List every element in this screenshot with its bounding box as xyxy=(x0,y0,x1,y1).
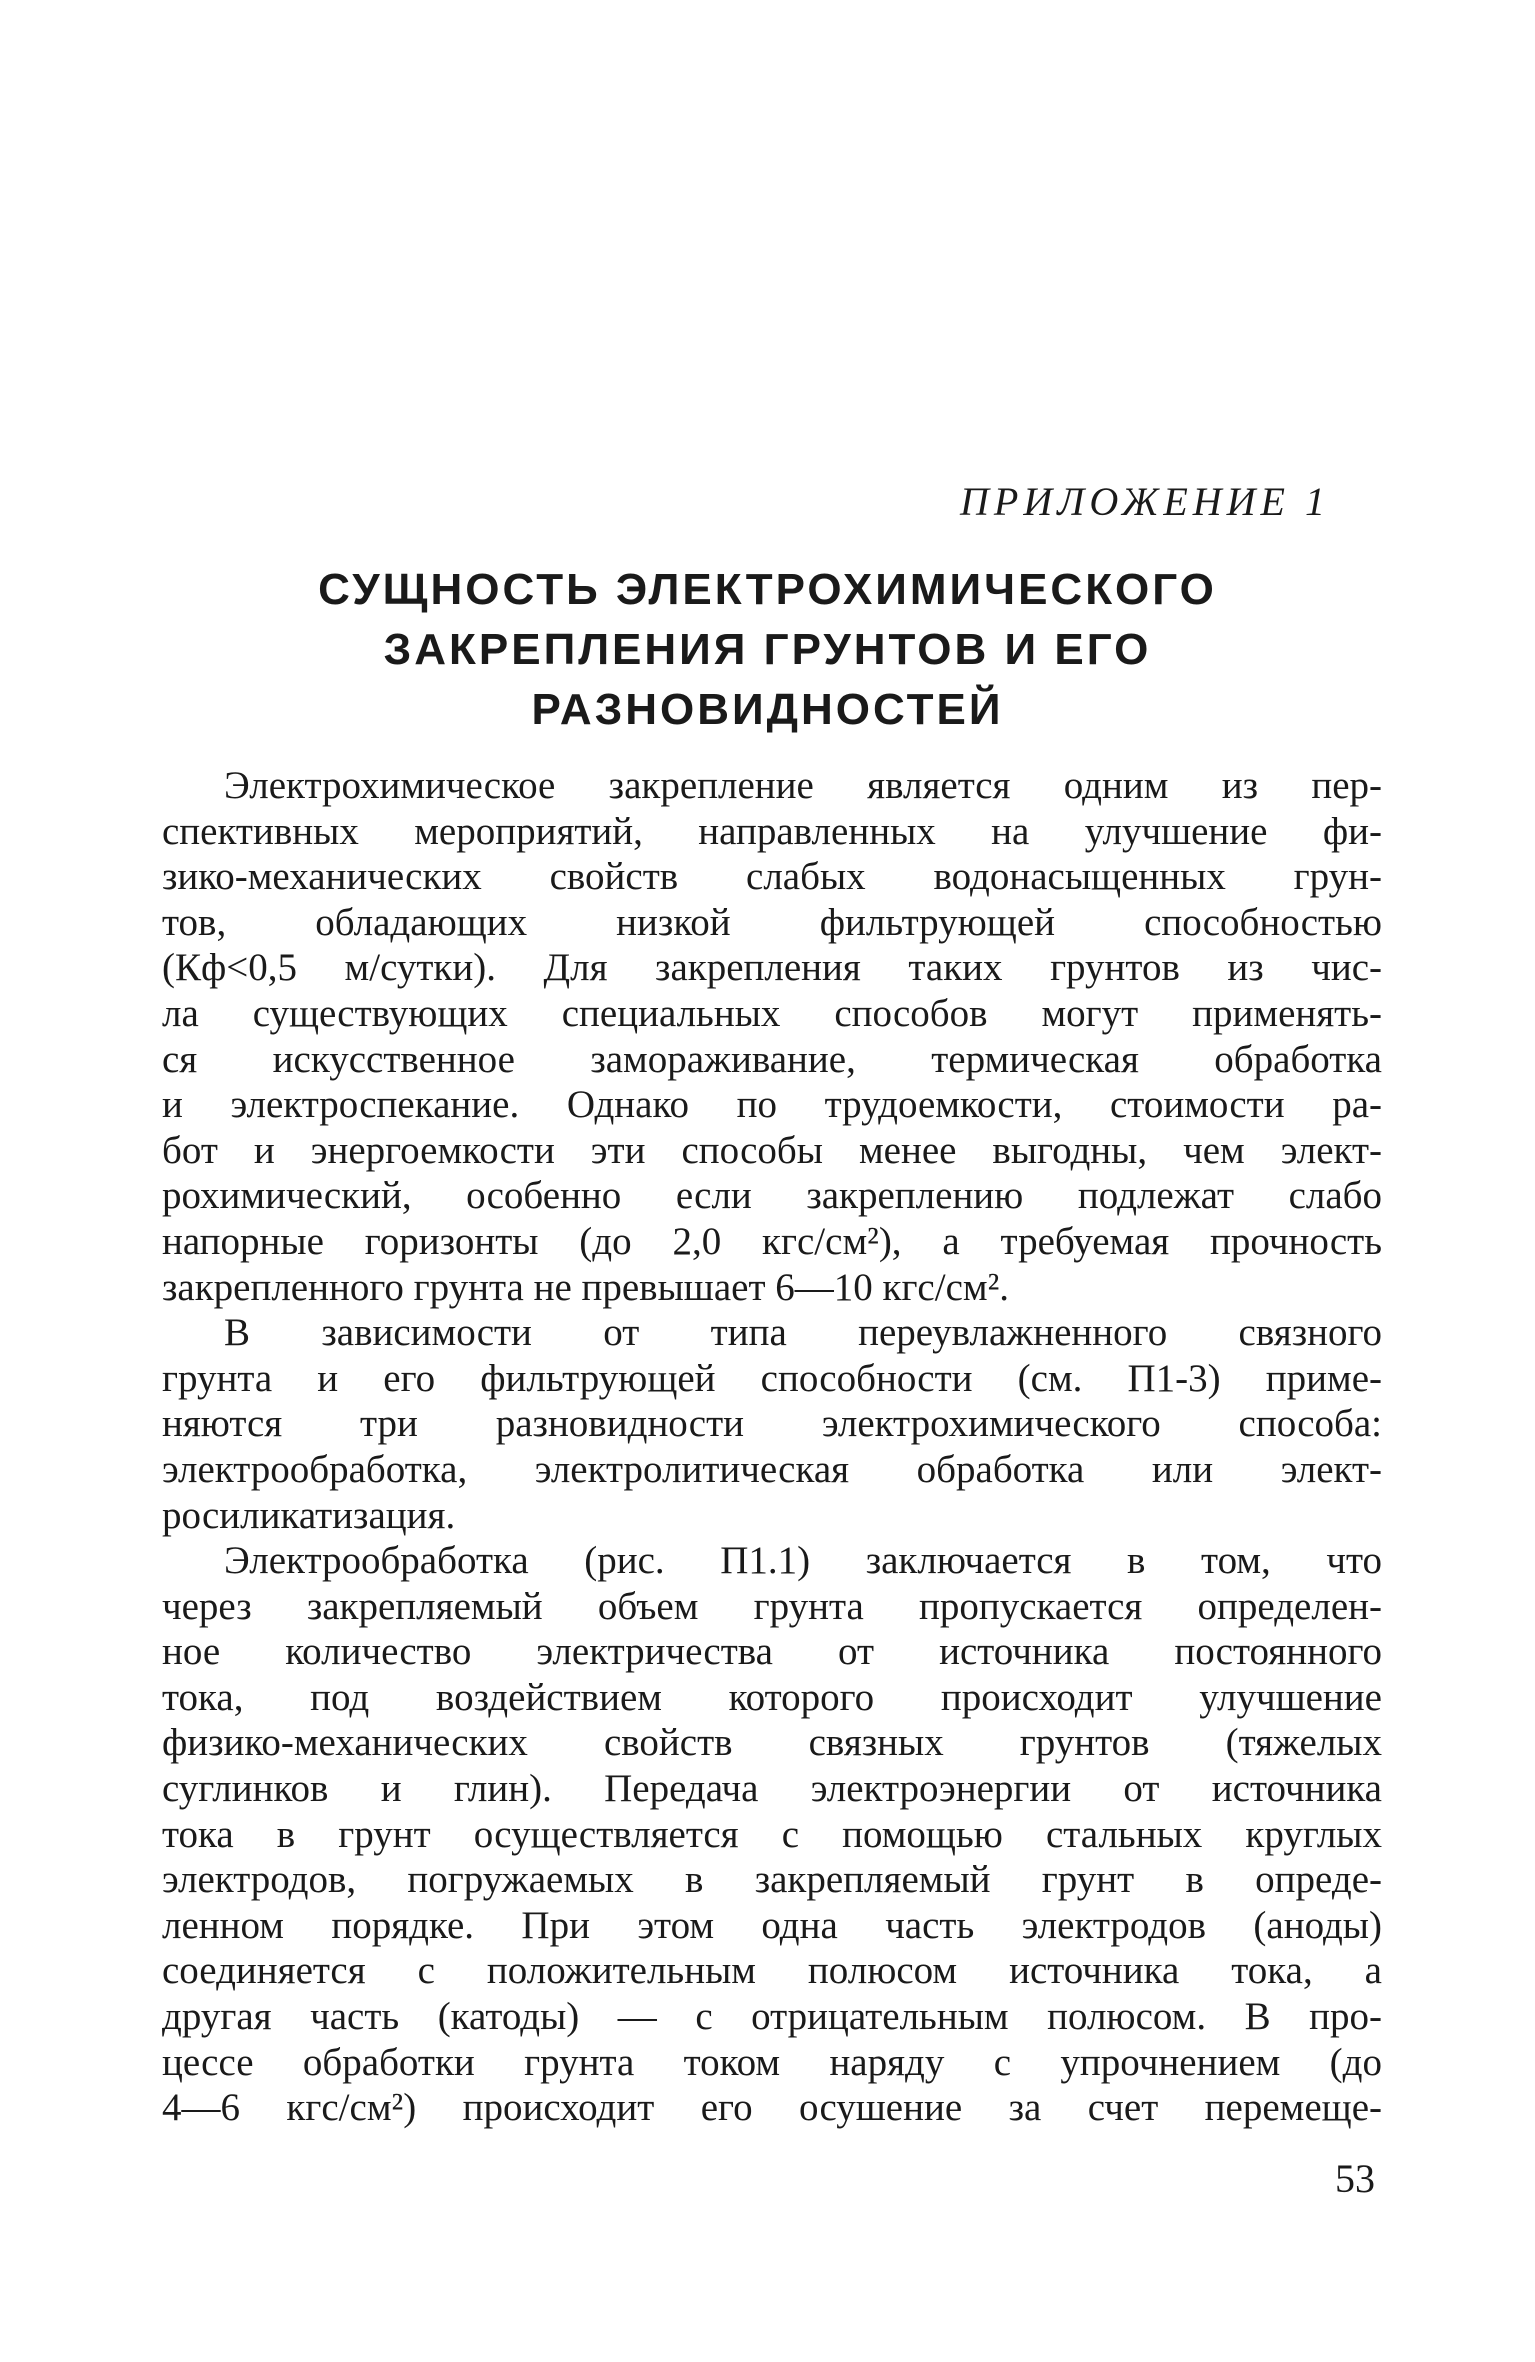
text-line: Электрохимическое закрепление является одним из пер- xyxy=(224,764,1382,807)
text-line: рохимический, особенно если закреплению подлежат слабо xyxy=(162,1174,1382,1218)
text-line: электродов, погружаемых в закрепляемый грунт в опреде- xyxy=(162,1858,1382,1902)
title-line: РАЗНОВИДНОСТЕЙ xyxy=(531,685,1004,734)
text-line: и электроспекание. Однако по трудоемкости, стоимости ра- xyxy=(162,1083,1382,1127)
text-line: 4—6 кгс/см²) происходит его осушение за счет перемеще- xyxy=(162,2086,1382,2130)
text-line: соединяется с положительным полюсом источника тока, а xyxy=(162,1949,1382,1993)
text-line: (Кф<0,5 м/сутки). Для закрепления таких грунтов из чис- xyxy=(162,946,1382,990)
text-line: В зависимости от типа переувлажненного связного xyxy=(224,1311,1382,1355)
text-line: цессе обработки грунта током наряду с упрочнением (до xyxy=(162,2040,1382,2084)
text-line: физико-механических свойств связных грунтов (тяжелых xyxy=(162,1721,1382,1765)
text-line: зико-механических свойств слабых водонасыщенных грун- xyxy=(162,855,1382,899)
chapter-title xyxy=(200,560,1335,740)
text-line: закрепленного грунта не превышает 6—10 кгс/см². xyxy=(162,1265,1010,1309)
text-line: тов, обладающих низкой фильтрующей способностью xyxy=(162,900,1382,944)
text-line: тока, под воздействием которого происходит улучшение xyxy=(162,1675,1382,1719)
text-line: росиликатизация. xyxy=(162,1493,456,1537)
text-line: тока в грунт осуществляется с помощью стальных круглых xyxy=(162,1812,1382,1856)
text-line: напорные горизонты (до 2,0 кгс/см²), а требуемая прочность xyxy=(162,1219,1382,1263)
text-line: суглинков и глин). Передача электроэнергии от источника xyxy=(162,1767,1382,1811)
appendix-label: ПРИЛОЖЕНИЕ 1 xyxy=(960,479,1330,524)
text-line: ленном порядке. При этом одна часть электродов (аноды) xyxy=(162,1903,1382,1947)
text-line: ся искусственное замораживание, термическая обработка xyxy=(162,1037,1382,1081)
page-number: 53 xyxy=(1335,2156,1375,2201)
title-line: СУЩНОСТЬ ЭЛЕКТРОХИМИЧЕСКОГО xyxy=(318,565,1217,614)
text-line: спективных мероприятий, направленных на улучшение фи- xyxy=(162,809,1382,853)
text-line: электрообработка, электролитическая обработка или элект- xyxy=(162,1447,1382,1491)
text-line: другая часть (катоды) — с отрицательным полюсом. В про- xyxy=(162,1995,1382,2039)
text-line: грунта и его фильтрующей способности (см. П1-3) приме- xyxy=(162,1356,1382,1400)
text-line: бот и энергоемкости эти способы менее выгодны, чем элект- xyxy=(162,1128,1382,1172)
text-line: через закрепляемый объем грунта пропускается определен- xyxy=(162,1584,1382,1628)
text-line: Электрообработка (рис. П1.1) заключается в том, что xyxy=(224,1539,1382,1583)
text-line: няются три разновидности электрохимического способа: xyxy=(162,1402,1382,1446)
body-text xyxy=(162,763,1382,2131)
text-line: ное количество электричества от источника постоянного xyxy=(162,1630,1382,1674)
title-line: ЗАКРЕПЛЕНИЯ ГРУНТОВ И ЕГО xyxy=(383,625,1152,674)
text-line: ла существующих специальных способов могут применять- xyxy=(162,991,1382,1035)
